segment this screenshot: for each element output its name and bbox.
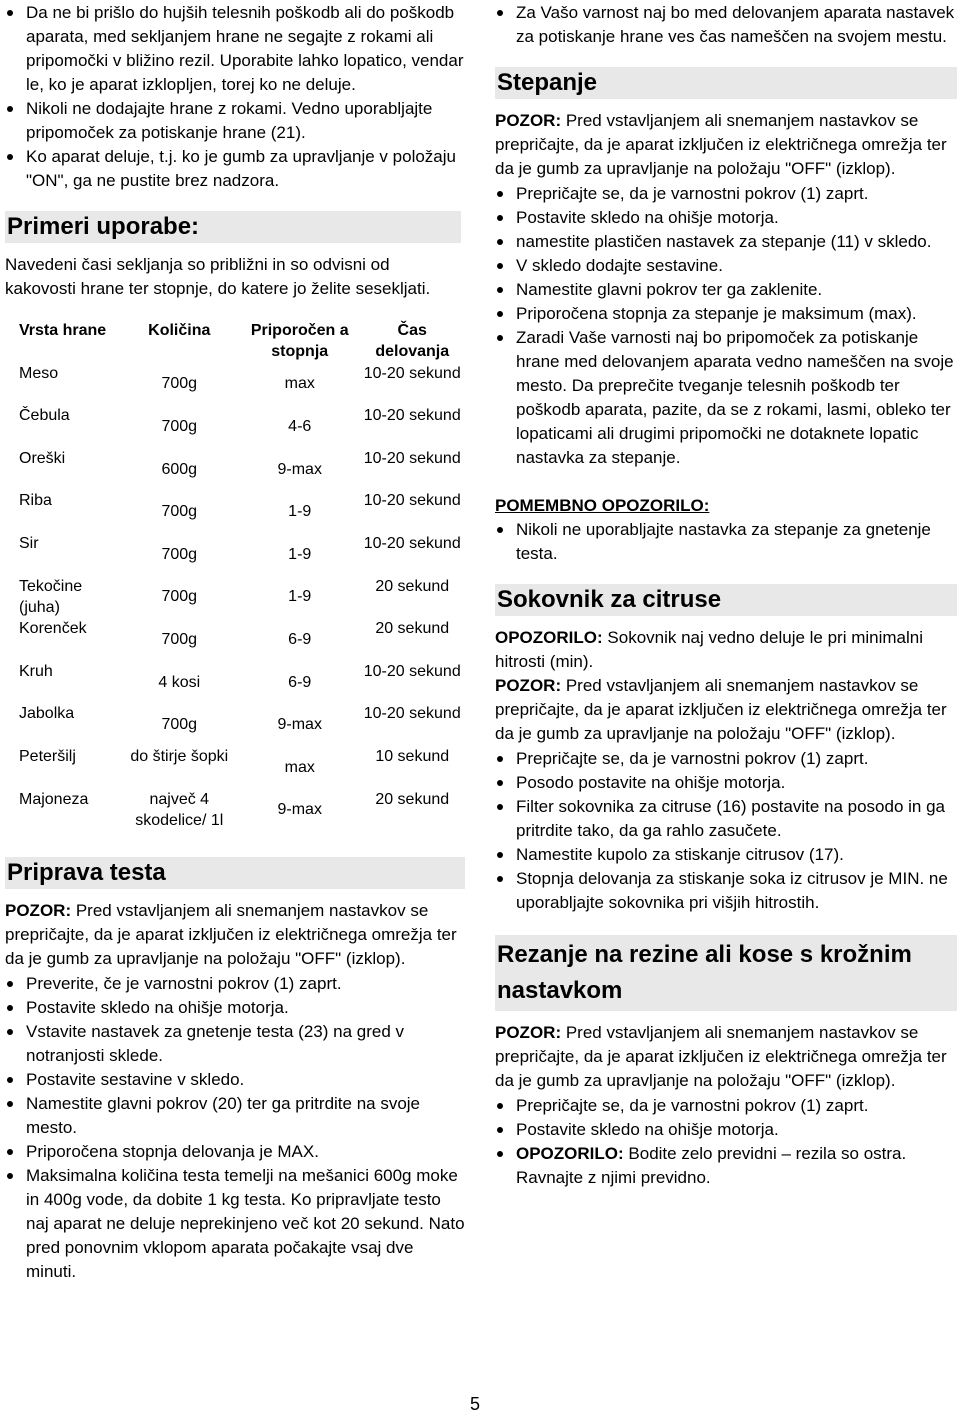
cell-time: 20 sekund	[375, 620, 450, 638]
pozor-text: Pred vstavljanjem ali snemanjem nastavkov se prepričajte, da je aparat izključen iz električnega omrežja ter da je gumb za upravljanje na položaju "OFF" (izklop).	[495, 1023, 947, 1090]
cell-level: 6-9	[288, 673, 312, 691]
cell-food: Majoneza	[19, 790, 89, 808]
list-item: Maksimalna količina testa temelji na mešanici 600g moke in 400g vode, da dobite 1 kg testa. Ko pripravljate testo naj aparat ne deluje neprekinjeno več kot 20 sekund. Nato pred ponovnim vklopom aparata počakajte vsaj dve minuti.	[5, 1164, 465, 1284]
cell-quantity: 600g	[161, 460, 198, 478]
cell-quantity: 700g	[161, 716, 198, 734]
table-row	[19, 448, 465, 491]
examples-heading: Primeri uporabe:	[5, 211, 461, 243]
list-item: Priporočena stopnja za stepanje je maksimum (max).	[495, 302, 957, 326]
list-item: Vstavite nastavek za gnetenje testa (23) na gred v notranjosti sklede.	[5, 1020, 465, 1068]
important-label: POMEMBNO OPOZORILO:	[495, 496, 710, 515]
list-item: Namestite glavni pokrov (20) ter ga pritrdite na svoje mesto.	[5, 1092, 465, 1140]
cell-level: 9-max	[277, 801, 322, 819]
important-bullets	[495, 518, 957, 566]
cell-time: 10-20 sekund	[363, 662, 461, 680]
cell-time: 10-20 sekund	[363, 407, 461, 425]
cell-time: 10-20 sekund	[363, 449, 461, 467]
cell-food: Riba	[19, 492, 52, 510]
header-food: Vrsta hrane	[19, 322, 107, 339]
cell-level: max	[284, 758, 315, 776]
table-row	[19, 661, 465, 704]
list-item: V skledo dodajte sestavine.	[495, 254, 957, 278]
list-item: Postavite skledo na ohišje motorja.	[495, 1118, 957, 1142]
cell-level: 1-9	[288, 545, 312, 563]
cell-level: 9-max	[277, 460, 322, 478]
citrus-bullets	[495, 747, 957, 915]
slicing-bullets	[495, 1094, 957, 1190]
cell-level: 9-max	[277, 716, 322, 734]
list-item: Postavite skledo na ohišje motorja.	[5, 996, 465, 1020]
warning-label: OPOZORILO:	[516, 1144, 624, 1163]
dough-bullets	[5, 972, 465, 1284]
cell-time: 10-20 sekund	[363, 534, 461, 552]
cell-food: Korenček	[19, 620, 87, 638]
header-level: Priporočen a stopnja	[250, 322, 349, 360]
cell-level: 6-9	[288, 630, 312, 648]
pozor-text: Pred vstavljanjem ali snemanjem nastavkov se prepričajte, da je aparat izključen iz električnega omrežja ter da je gumb za upravljanje na položaju "OFF" (izklop).	[495, 676, 947, 743]
cell-time: 10-20 sekund	[363, 364, 461, 382]
left-column	[5, 0, 465, 1284]
slicing-warning	[495, 1021, 957, 1093]
list-item: Preverite, če je varnostni pokrov (1) zaprt.	[5, 972, 465, 996]
list-item: Prepričajte se, da je varnostni pokrov (1) zaprt.	[495, 182, 957, 206]
list-item: Prepričajte se, da je varnostni pokrov (1) zaprt.	[495, 1094, 957, 1118]
header-time: Čas delovanja	[375, 322, 450, 360]
list-item: Namestite glavni pokrov ter ga zaklenite.	[495, 278, 957, 302]
list-item: Nikoli ne uporabljajte nastavka za stepanje za gnetenje testa.	[495, 518, 957, 566]
whipping-heading: Stepanje	[495, 67, 957, 99]
cell-time: 10 sekund	[375, 747, 450, 765]
whipping-bullets	[495, 182, 957, 470]
cell-food: Jabolka	[19, 705, 75, 723]
page-number: 5	[470, 1394, 481, 1414]
cell-level: 4-6	[288, 417, 312, 435]
cell-quantity: največ 4 skodelice/ 1l	[135, 790, 224, 829]
cell-food: Kruh	[19, 662, 53, 680]
table-header-row	[19, 320, 465, 363]
whipping-warning	[495, 109, 957, 181]
list-item: Postavite skledo na ohišje motorja.	[495, 206, 957, 230]
cell-time: 20 sekund	[375, 790, 450, 808]
citrus-warning	[495, 626, 957, 674]
list-item: Prepričajte se, da je varnostni pokrov (1) zaprt.	[495, 747, 957, 771]
cell-time: 20 sekund	[375, 577, 450, 595]
list-item: Priporočena stopnja delovanja je MAX.	[5, 1140, 465, 1164]
pozor-text: Pred vstavljanjem ali snemanjem nastavkov se prepričajte, da je aparat izključen iz električnega omrežja ter da je gumb za upravljanje na položaju "OFF" (izklop).	[495, 111, 947, 178]
important-warning-label	[495, 494, 957, 518]
list-item: Posodo postavite na ohišje motorja.	[495, 771, 957, 795]
list-item	[495, 1142, 957, 1190]
cell-quantity: 700g	[161, 375, 198, 393]
cell-time: 10-20 sekund	[363, 492, 461, 510]
cell-food: Sir	[19, 534, 39, 552]
dough-warning	[5, 899, 465, 971]
warning-text: Sokovnik naj vedno deluje le pri minimalni hitrosti (min).	[495, 628, 924, 671]
table-row	[19, 618, 465, 661]
top-bullets	[495, 1, 957, 49]
cell-quantity: 700g	[161, 417, 198, 435]
pozor-label: POZOR:	[495, 111, 562, 130]
list-item: Ko aparat deluje, t.j. ko je gumb za upravljanje v položaju "ON", ga ne pustite brez nadzora.	[5, 145, 465, 193]
list-item: Za Vašo varnost naj bo med delovanjem aparata nastavek za potiskanje hrane ves čas nameščen na svojem mestu.	[495, 1, 957, 49]
pozor-text: Pred vstavljanjem ali snemanjem nastavkov se prepričajte, da je aparat izključen iz električnega omrežja ter da je gumb za upravljanje na položaju "OFF" (izklop).	[5, 901, 457, 969]
cell-food: Peteršilj	[19, 747, 76, 765]
cell-quantity: 700g	[161, 545, 198, 563]
examples-text: Navedeni časi sekljanja so približni in so odvisni od kakovosti hrane ter stopnje, do katere jo želite sesekljati.	[5, 255, 431, 298]
cell-quantity: 700g	[161, 630, 198, 648]
list-item: Zaradi Vaše varnosti naj bo pripomoček za potiskanje hrane med delovanjem aparata vedno nameščen na svoje mesto. Da preprečite tveganje telesnih poškodb ter poškodb aparata, pazite, da se z rokami, lasmi, obleko ter lopaticami ali drugimi pripomočki ne dotaknete lopatic nastavka za stepanje.	[495, 326, 957, 470]
cell-food: Čebula	[19, 407, 70, 425]
table-row	[19, 490, 465, 533]
cell-quantity: 700g	[161, 588, 198, 606]
dough-heading: Priprava testa	[5, 857, 465, 889]
cell-time: 10-20 sekund	[363, 705, 461, 723]
cell-level: 1-9	[288, 588, 312, 606]
cell-quantity: 4 kosi	[158, 673, 201, 691]
list-item: namestite plastičen nastavek za stepanje (11) v skledo.	[495, 230, 957, 254]
cell-food: Meso	[19, 364, 59, 382]
warning-text: Bodite zelo previdni – rezila so ostra. Ravnajte z njimi previdno.	[516, 1144, 907, 1187]
pozor-label: POZOR:	[5, 901, 72, 921]
table-row	[19, 405, 465, 448]
cell-quantity: 700g	[161, 503, 198, 521]
cell-food: Tekočine (juha)	[19, 577, 83, 616]
list-item: Nikoli ne dodajajte hrane z rokami. Vedno uporabljajte pripomoček za potiskanje hrane (21).	[5, 97, 465, 145]
table-row	[19, 703, 465, 746]
table-row	[19, 746, 465, 789]
cell-quantity: do štirje šopki	[130, 747, 229, 765]
cell-food: Oreški	[19, 449, 66, 467]
table-row	[19, 576, 465, 619]
cell-level: 1-9	[288, 503, 312, 521]
table-row	[19, 789, 465, 832]
list-item: Stopnja delovanja za stiskanje soka iz citrusov je MIN. ne uporabljajte sokovnika pri višjih hitrostih.	[495, 867, 957, 915]
right-column	[495, 0, 957, 1190]
warning-label: OPOZORILO:	[495, 628, 603, 647]
list-item: Postavite sestavine v skledo.	[5, 1068, 465, 1092]
pozor-label: POZOR:	[495, 1023, 562, 1042]
citrus-pozor	[495, 674, 957, 746]
table-row	[19, 363, 465, 406]
table-row	[19, 533, 465, 576]
list-item: Namestite kupolo za stiskanje citrusov (17).	[495, 843, 957, 867]
header-quantity: Količina	[148, 322, 211, 339]
slicing-heading: Rezanje na rezine ali kose s krožnim nastavkom	[495, 935, 957, 1011]
intro-bullets	[5, 1, 465, 193]
pozor-label: POZOR:	[495, 676, 562, 695]
cell-level: max	[284, 375, 315, 393]
list-item: Da ne bi prišlo do hujših telesnih poškodb ali do poškodb aparata, med sekljanjem hrane ne segajte z rokami ali pripomočki v bližino rezil. Uporabite lahko lopatico, vendar le, ko je aparat izklopljen, torej ko ne deluje.	[5, 1, 465, 97]
usage-table	[19, 320, 465, 831]
list-item: Filter sokovnika za citruse (16) postavite na posodo in ga pritrdite tako, da ga rahlo zasučete.	[495, 795, 957, 843]
citrus-heading: Sokovnik za citruse	[495, 584, 957, 616]
